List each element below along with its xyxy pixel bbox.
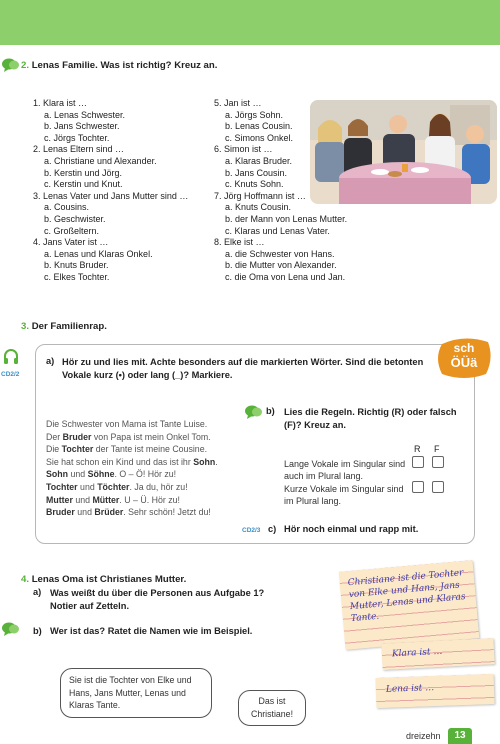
exercise-3-heading bbox=[21, 321, 107, 332]
cd-track-label: CD2/2 bbox=[1, 371, 20, 378]
rule-2-text: Kurze Vokale im Singular sind im Plural lang. bbox=[284, 484, 404, 506]
marked-word[interactable]: Mütter bbox=[92, 494, 120, 505]
note-text: Lena ist … bbox=[385, 683, 435, 695]
rap-fragment: . Ja du, hör zu! bbox=[129, 481, 188, 492]
speech-icon bbox=[245, 405, 263, 421]
exercise-title: Lenas Familie. Was ist richtig? Kreuz an. bbox=[31, 60, 218, 71]
question-1 bbox=[33, 98, 213, 144]
option-c[interactable]: c. Simons Onkel. bbox=[225, 132, 294, 143]
speech-icon bbox=[2, 58, 20, 74]
cd-track-label: CD2/3 bbox=[242, 527, 261, 534]
marked-word[interactable]: Sohn bbox=[193, 456, 216, 467]
rap-text bbox=[46, 418, 256, 519]
option-c[interactable]: c. Klaras und Lenas Vater. bbox=[225, 225, 330, 236]
option-a[interactable]: a. Cousins. bbox=[44, 202, 90, 213]
rap-fragment: Der bbox=[46, 431, 63, 442]
question-text: 7. Jörg Hoffmann ist … bbox=[214, 190, 306, 201]
rap-fragment: . bbox=[215, 456, 218, 467]
rap-fragment: . O – Ö! Hör zu! bbox=[114, 469, 177, 480]
part-a-label: a) bbox=[46, 356, 55, 366]
marked-word[interactable]: Bruder bbox=[62, 431, 92, 442]
bubble-text: Sie ist die Tochter von Elke und Hans, Jans Mutter, Lenas und Klaras Tante. bbox=[69, 675, 192, 710]
option-b[interactable]: b. Jans Cousin. bbox=[225, 167, 288, 178]
part-b-label: b) bbox=[33, 626, 42, 636]
part-a-instruction: Hör zu und lies mit. Achte besonders auf die markierten Wörter. Sind die betonten Vokale kurz (•) oder lang (_)? Markiere. bbox=[62, 357, 424, 380]
question-text: 8. Elke ist … bbox=[214, 237, 265, 248]
marked-word[interactable]: Mutter bbox=[46, 494, 73, 505]
headphones-icon bbox=[3, 348, 19, 368]
exercise-4-heading bbox=[21, 574, 186, 585]
option-a[interactable]: a. Lenas Schwester. bbox=[44, 109, 126, 120]
rap-line-7 bbox=[46, 494, 256, 507]
marked-word[interactable]: Sohn bbox=[46, 469, 68, 480]
speech-bubble-1 bbox=[60, 668, 212, 718]
option-c[interactable]: c. die Oma von Lena und Jan. bbox=[225, 271, 346, 282]
column-r-label: R bbox=[414, 444, 421, 454]
option-c[interactable]: c. Kerstin und Knut. bbox=[44, 179, 123, 190]
marked-word[interactable]: Töchter bbox=[97, 481, 130, 492]
question-3 bbox=[33, 191, 213, 237]
rap-line-1 bbox=[46, 418, 256, 431]
exercise-title: Der Familienrap. bbox=[31, 321, 107, 332]
rap-fragment: und bbox=[68, 469, 88, 480]
option-b[interactable]: b. Kerstin und Jörg. bbox=[44, 167, 123, 178]
option-c[interactable]: c. Großeltern. bbox=[44, 225, 100, 236]
top-banner bbox=[0, 0, 500, 45]
question-text: 3. Lenas Vater und Jans Mutter sind … bbox=[33, 190, 189, 201]
note-text: Christiane ist die Tochter von Elke und Hans, Jans Mutter, Lenas und Klaras Tante. bbox=[347, 568, 466, 625]
exercise-title: Lenas Oma ist Christianes Mutter. bbox=[31, 574, 187, 585]
part-b-instruction: Lies die Regeln. Richtig (R) oder falsch (F)? Kreuz an. bbox=[284, 407, 457, 430]
option-a[interactable]: a. Jörgs Sohn. bbox=[225, 109, 284, 120]
question-8 bbox=[214, 237, 379, 283]
rap-line-6 bbox=[46, 481, 256, 494]
rule-1-f-checkbox[interactable] bbox=[432, 456, 444, 468]
speech-icon bbox=[2, 622, 20, 638]
option-a[interactable]: a. die Schwester von Hans. bbox=[225, 248, 335, 259]
option-b[interactable]: b. Lenas Cousin. bbox=[225, 121, 293, 132]
part-b-label: b) bbox=[266, 406, 275, 416]
option-a[interactable]: a. Klaras Bruder. bbox=[225, 155, 293, 166]
note-paper-2 bbox=[381, 638, 494, 670]
rap-fragment: und bbox=[72, 494, 93, 505]
rap-line-4 bbox=[46, 456, 256, 469]
option-b[interactable]: b. Jans Schwester. bbox=[44, 121, 120, 132]
option-c[interactable]: c. Knuts Sohn. bbox=[225, 179, 284, 190]
marked-word[interactable]: Tochter bbox=[46, 481, 78, 492]
exercise-number: 3. bbox=[21, 321, 30, 332]
rule-2-f-checkbox[interactable] bbox=[432, 481, 444, 493]
question-text: 5. Jan ist … bbox=[214, 98, 262, 108]
question-text: 4. Jans Vater ist … bbox=[33, 237, 109, 248]
marked-word[interactable]: Söhne bbox=[87, 469, 115, 480]
rap-line-8 bbox=[46, 506, 256, 519]
rap-fragment: . U – Ü. Hör zu! bbox=[119, 494, 180, 505]
option-c[interactable]: c. Elkes Tochter. bbox=[44, 271, 110, 282]
page-word: dreizehn bbox=[406, 731, 441, 741]
question-2 bbox=[33, 144, 213, 190]
marked-word[interactable]: Bruder bbox=[46, 507, 75, 518]
part-c-label: c) bbox=[268, 524, 277, 534]
option-b[interactable]: b. Knuts Bruder. bbox=[44, 260, 109, 271]
bubble-text: Das ist Christiane! bbox=[250, 696, 294, 719]
note-paper-3 bbox=[376, 674, 495, 708]
rap-fragment: der Tante ist meine Cousine. bbox=[93, 444, 208, 455]
family-photo bbox=[310, 100, 497, 204]
badge-bottom-text: ÖÜä bbox=[450, 355, 478, 370]
rap-line-2 bbox=[46, 431, 256, 444]
rap-line-3 bbox=[46, 443, 256, 456]
rule-1-text: Lange Vokale im Singular sind auch im Plural lang. bbox=[284, 459, 406, 481]
rule-1-r-checkbox[interactable] bbox=[412, 456, 424, 468]
speech-bubble-2 bbox=[238, 690, 306, 726]
part-a-instruction: Was weißt du über die Personen aus Aufgabe 1? Notier auf Zetteln. bbox=[50, 588, 265, 611]
option-a[interactable]: a. Lenas und Klaras Onkel. bbox=[44, 248, 153, 259]
option-b[interactable]: b. die Mutter von Alexander. bbox=[225, 260, 337, 271]
note-text: Klara ist … bbox=[391, 646, 443, 660]
exercise-number: 2. bbox=[21, 60, 30, 71]
rap-fragment: von Papa ist mein Onkel Tom. bbox=[91, 431, 211, 442]
rap-line-5 bbox=[46, 468, 256, 481]
rap-fragment: und bbox=[74, 507, 95, 518]
part-b-instruction: Wer ist das? Ratet die Namen wie im Beispiel. bbox=[50, 626, 253, 636]
option-a[interactable]: a. Christiane und Alexander. bbox=[44, 155, 157, 166]
option-c[interactable]: c. Jörgs Tochter. bbox=[44, 132, 110, 143]
note-paper-1 bbox=[339, 560, 479, 649]
marked-word[interactable]: Tochter bbox=[61, 444, 94, 455]
question-text: 6. Simon ist … bbox=[214, 144, 273, 155]
question-text: 1. Klara ist … bbox=[33, 98, 88, 108]
rap-fragment: Die bbox=[46, 444, 62, 455]
question-column-left bbox=[33, 98, 213, 284]
rule-2-r-checkbox[interactable] bbox=[412, 481, 424, 493]
column-f-label: F bbox=[434, 444, 440, 454]
marked-word[interactable]: Brüder bbox=[94, 507, 124, 518]
option-a[interactable]: a. Knuts Cousin. bbox=[225, 202, 292, 213]
badge-top-text: sch bbox=[453, 341, 475, 355]
pronunciation-badge bbox=[436, 336, 492, 380]
option-b[interactable]: b. Geschwister. bbox=[44, 213, 106, 224]
rap-fragment: Sie hat schon ein Kind und das ist ihr bbox=[46, 456, 194, 467]
rap-fragment: Die Schwester von Mama ist Tante Luise. bbox=[46, 419, 208, 429]
question-text: 2. Lenas Eltern sind … bbox=[33, 144, 125, 155]
question-4 bbox=[33, 237, 213, 283]
part-a-label: a) bbox=[33, 587, 42, 597]
rap-fragment: und bbox=[77, 481, 98, 492]
exercise-number: 4. bbox=[21, 574, 30, 585]
part-c-instruction: Hör noch einmal und rapp mit. bbox=[284, 524, 419, 534]
exercise-2-heading bbox=[21, 60, 217, 71]
rap-fragment: . Sehr schön! Jetzt du! bbox=[123, 507, 211, 518]
option-b[interactable]: b. der Mann von Lenas Mutter. bbox=[225, 213, 348, 224]
page-number: 13 bbox=[448, 728, 472, 744]
